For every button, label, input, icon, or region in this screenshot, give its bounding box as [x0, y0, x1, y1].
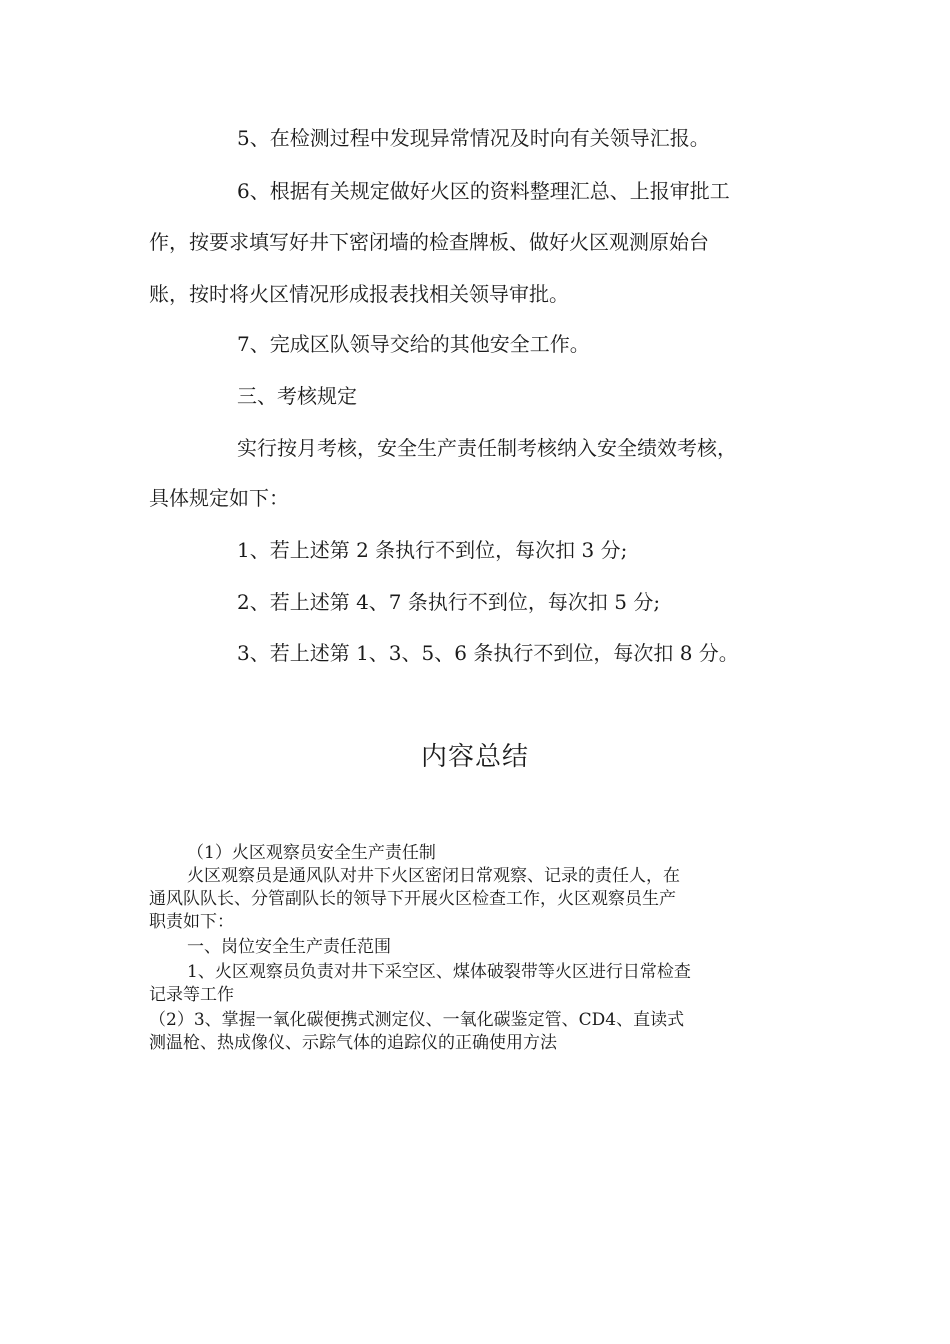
summary-line: （2）3、掌握一氧化碳便携式测定仪、一氧化碳鉴定管、CD4、直读式	[149, 1010, 685, 1030]
assessment-rule-2: 2、若上述第 4、7 条执行不到位，每次扣 5 分;	[237, 590, 661, 614]
section-heading-assessment: 三、考核规定	[237, 384, 357, 408]
assessment-intro-line-2: 具体规定如下：	[149, 486, 289, 510]
summary-line: 测温枪、热成像仪、示踪气体的追踪仪的正确使用方法	[149, 1033, 557, 1053]
summary-line: 1、火区观察员负责对井下采空区、煤体破裂带等火区进行日常检查	[187, 962, 691, 982]
summary-line: 职责如下：	[149, 912, 234, 932]
assessment-rule-3: 3、若上述第 1、3、5、6 条执行不到位，每次扣 8 分。	[237, 641, 739, 665]
summary-line: 火区观察员是通风队对井下火区密闭日常观察、记录的责任人，在	[187, 866, 680, 886]
paragraph-item-6-line-2: 作，按要求填写好井下密闭墙的检查牌板、做好火区观测原始台	[149, 230, 709, 254]
summary-line: 记录等工作	[149, 985, 234, 1005]
paragraph-item-7: 7、完成区队领导交给的其他安全工作。	[237, 332, 590, 356]
paragraph-item-6-line-1: 6、根据有关规定做好火区的资料整理汇总、上报审批工	[237, 179, 730, 203]
summary-title: 内容总结	[420, 742, 529, 772]
paragraph-item-6-line-3: 账，按时将火区情况形成报表找相关领导审批。	[149, 282, 569, 306]
summary-line: （1）火区观察员安全生产责任制	[187, 843, 436, 863]
paragraph-item-5: 5、在检测过程中发现异常情况及时向有关领导汇报。	[237, 126, 710, 150]
summary-line: 一、岗位安全生产责任范围	[187, 937, 391, 957]
assessment-rule-1: 1、若上述第 2 条执行不到位，每次扣 3 分;	[237, 538, 628, 562]
assessment-intro-line-1: 实行按月考核，安全生产责任制考核纳入安全绩效考核，	[237, 436, 737, 460]
summary-line: 通风队队长、分管副队长的领导下开展火区检查工作，火区观察员生产	[149, 889, 676, 909]
